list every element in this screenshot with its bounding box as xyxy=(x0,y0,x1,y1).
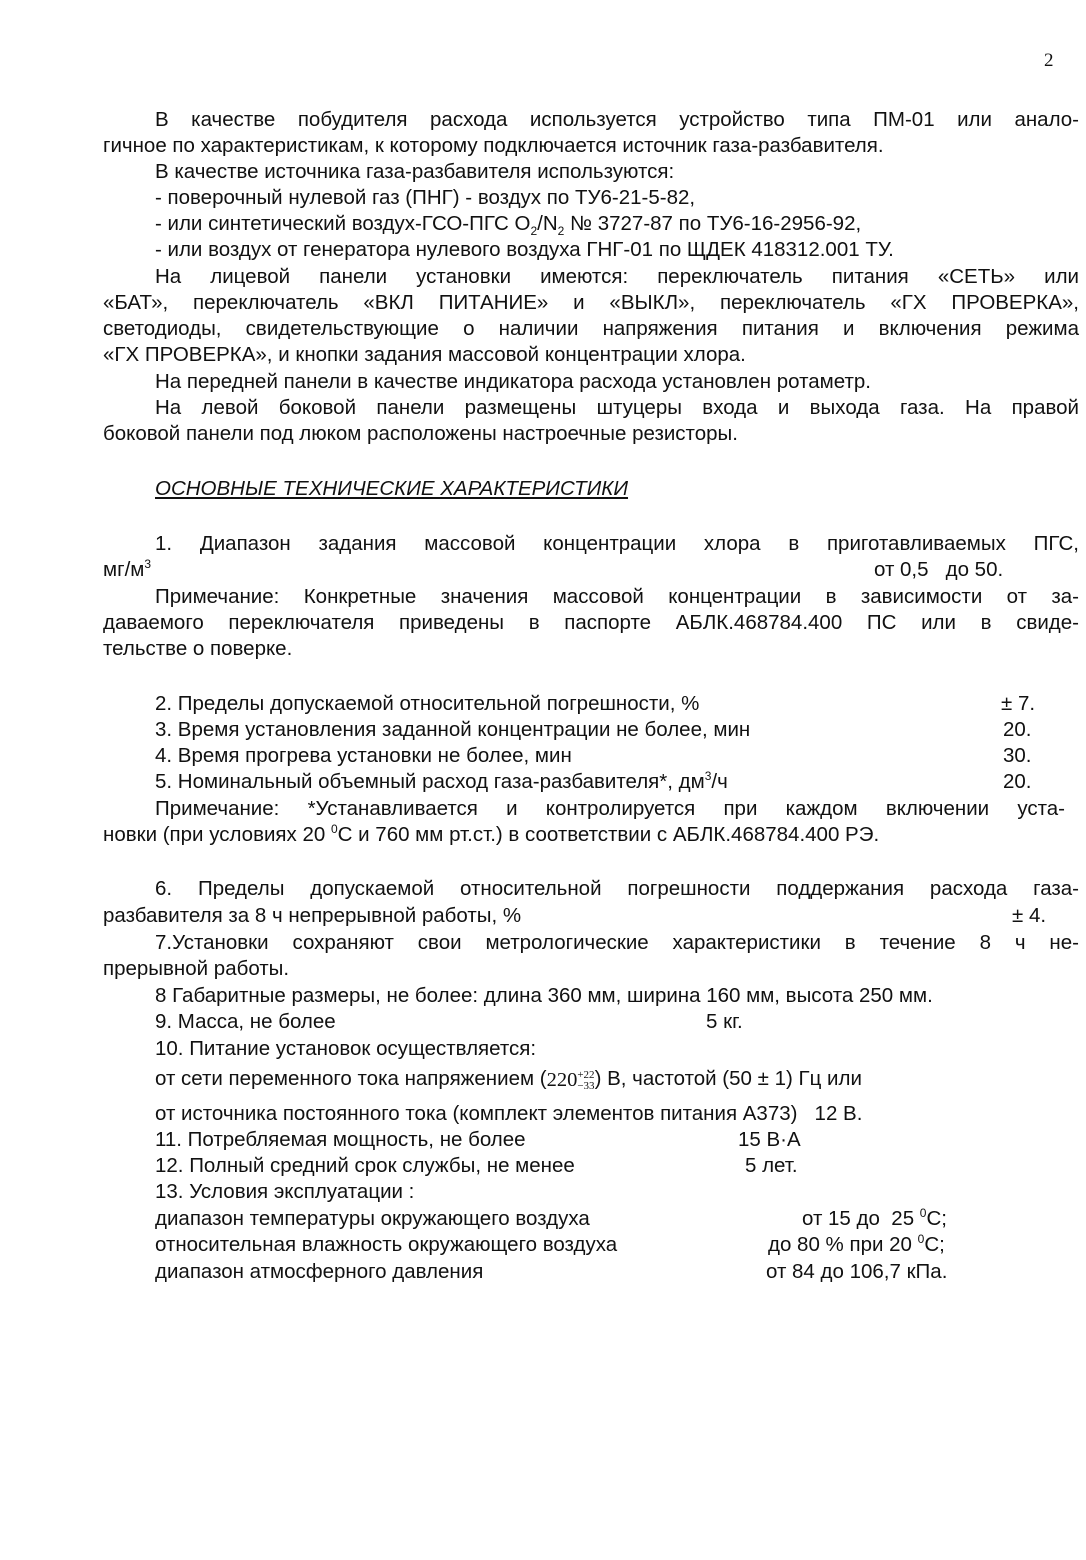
spec-3-value: 20. xyxy=(1003,718,1032,741)
spec-1-unit: $мг/м^3$ xyxy=(103,557,152,581)
panel-paragraph-line-2: «БАТ», переключатель «ВКЛ ПИТАНИЕ» и «ВЫКЛ», переключатель «ГХ ПРОВЕРКА», xyxy=(103,291,1079,314)
intro-paragraph-1-line-1: В качестве побудителя расхода используется устройство типа ПМ-01 или анало- xyxy=(155,108,1079,131)
spec-5-note-line-2: новки (при условиях 20 $^0$С и 760 мм рт.ст.) в соответствии с АБЛК.468784.400 РЭ. xyxy=(103,822,880,846)
spec-6-line-2: разбавителя за 8 ч непрерывной работы, % xyxy=(103,904,522,927)
spec-5-note-line-1: Примечание: *Устанавливается и контролируется при каждом включении уста- xyxy=(155,797,1065,820)
source-list-item-1: - поверочный нулевой газ (ПНГ) - воздух по ТУ6-21-5-82, xyxy=(155,186,696,209)
intro-paragraph-1-line-2: гичное по характеристикам, к которому подключается источник газа-разбавителя. xyxy=(103,134,884,157)
spec-1-value: от 0,5 до 50. xyxy=(874,558,1004,581)
spec-13-pressure-value: от 84 до 106,7 кПа. xyxy=(766,1260,948,1283)
spec-3-label: 3. Время установления заданной концентрации не более, мин xyxy=(155,718,751,741)
rotameter-paragraph: На передней панели в качестве индикатора расхода установлен ротаметр. xyxy=(155,370,871,393)
spec-6-line-1: 6. Пределы допускаемой относительной погрешности поддержания расхода газа- xyxy=(155,877,1079,900)
spec-4-label: 4. Время прогрева установки не более, мин xyxy=(155,744,572,767)
panel-paragraph-line-1: На лицевой панели установки имеются: переключатель питания «СЕТЬ» или xyxy=(155,265,1079,288)
spec-12-value: 5 лет. xyxy=(745,1154,798,1177)
source-list-item-3: - или воздух от генератора нулевого воздуха ГНГ-01 по ЩДЕК 418312.001 ТУ. xyxy=(155,238,894,261)
page-number: 2 xyxy=(1044,50,1054,71)
spec-11-label: 11. Потребляемая мощность, не более xyxy=(155,1128,526,1151)
spec-13-humidity-value: до 80 % при 20 $^0$С; xyxy=(768,1232,945,1256)
spec-7-line-2: прерывной работы. xyxy=(103,957,290,980)
spec-5-label: 5. Номинальный объемный расход газа-разбавителя*, $дм^3/ч$ xyxy=(155,769,728,793)
spec-10-ac-supply: от сети переменного тока напряжением (220 +22 −33 ) В, частотой (50 ± 1) Гц или xyxy=(155,1067,862,1092)
spec-1-note-line-3: тельстве о поверке. xyxy=(103,637,293,660)
spec-4-value: 30. xyxy=(1003,744,1032,767)
spec-2-value: ± 7. xyxy=(1001,692,1036,715)
spec-9-value: 5 кг. xyxy=(706,1010,743,1033)
spec-9-label: 9. Масса, не более xyxy=(155,1010,336,1033)
spec-1-note-line-2: даваемого переключателя приведены в паспорте АБЛК.468784.400 ПС или в свиде- xyxy=(103,611,1079,634)
spec-1-note-line-1: Примечание: Конкретные значения массовой концентрации в зависимости от за- xyxy=(155,585,1079,608)
spec-2-label: 2. Пределы допускаемой относительной погрешности, % xyxy=(155,692,700,715)
voltage-tolerance: 220 +22 −33 xyxy=(546,1068,595,1092)
section-title: ОСНОВНЫЕ ТЕХНИЧЕСКИЕ ХАРАКТЕРИСТИКИ xyxy=(155,477,629,500)
spec-6-value: ± 4. xyxy=(1012,904,1047,927)
spec-1-line-1: 1. Диапазон задания массовой концентрации хлора в приготавливаемых ПГС, xyxy=(155,532,1079,555)
panel-paragraph-line-4: «ГХ ПРОВЕРКА», и кнопки задания массовой концентрации хлора. xyxy=(103,343,746,366)
spec-10-dc-supply: от источника постоянного тока (комплект элементов питания А373) 12 В. xyxy=(155,1102,863,1125)
spec-8-dimensions: 8 Габаритные размеры, не более: длина 360 мм, ширина 160 мм, высота 250 мм. xyxy=(155,984,933,1007)
source-list-item-2: - или синтетический воздух-ГСО-ПГС $O_2/N_2$ № 3727-87 по ТУ6-16-2956-92, xyxy=(155,212,862,239)
spec-13-pressure-label: диапазон атмосферного давления xyxy=(155,1260,484,1283)
spec-13-temperature-label: диапазон температуры окружающего воздуха xyxy=(155,1207,590,1230)
spec-7-line-1: 7.Установки сохраняют свои метрологические характеристики в течение 8 ч не- xyxy=(155,931,1079,954)
intro-paragraph-2: В качестве источника газа-разбавителя используются: xyxy=(155,160,675,183)
spec-13-title: 13. Условия эксплуатации : xyxy=(155,1180,415,1203)
side-panel-paragraph-line-1: На левой боковой панели размещены штуцеры входа и выхода газа. На правой xyxy=(155,396,1079,419)
spec-5-value: 20. xyxy=(1003,770,1032,793)
spec-12-label: 12. Полный средний срок службы, не менее xyxy=(155,1154,575,1177)
spec-11-value: 15 В·А xyxy=(738,1128,801,1151)
side-panel-paragraph-line-2: боковой панели под люком расположены настроечные резисторы. xyxy=(103,422,738,445)
spec-13-humidity-label: относительная влажность окружающего воздуха xyxy=(155,1233,618,1256)
spec-10-title: 10. Питание установок осуществляется: xyxy=(155,1037,537,1060)
panel-paragraph-line-3: светодиоды, свидетельствующие о наличии напряжения питания и включения режима xyxy=(103,317,1079,340)
spec-13-temperature-value: от 15 до 25 $^0$С; xyxy=(802,1206,947,1230)
